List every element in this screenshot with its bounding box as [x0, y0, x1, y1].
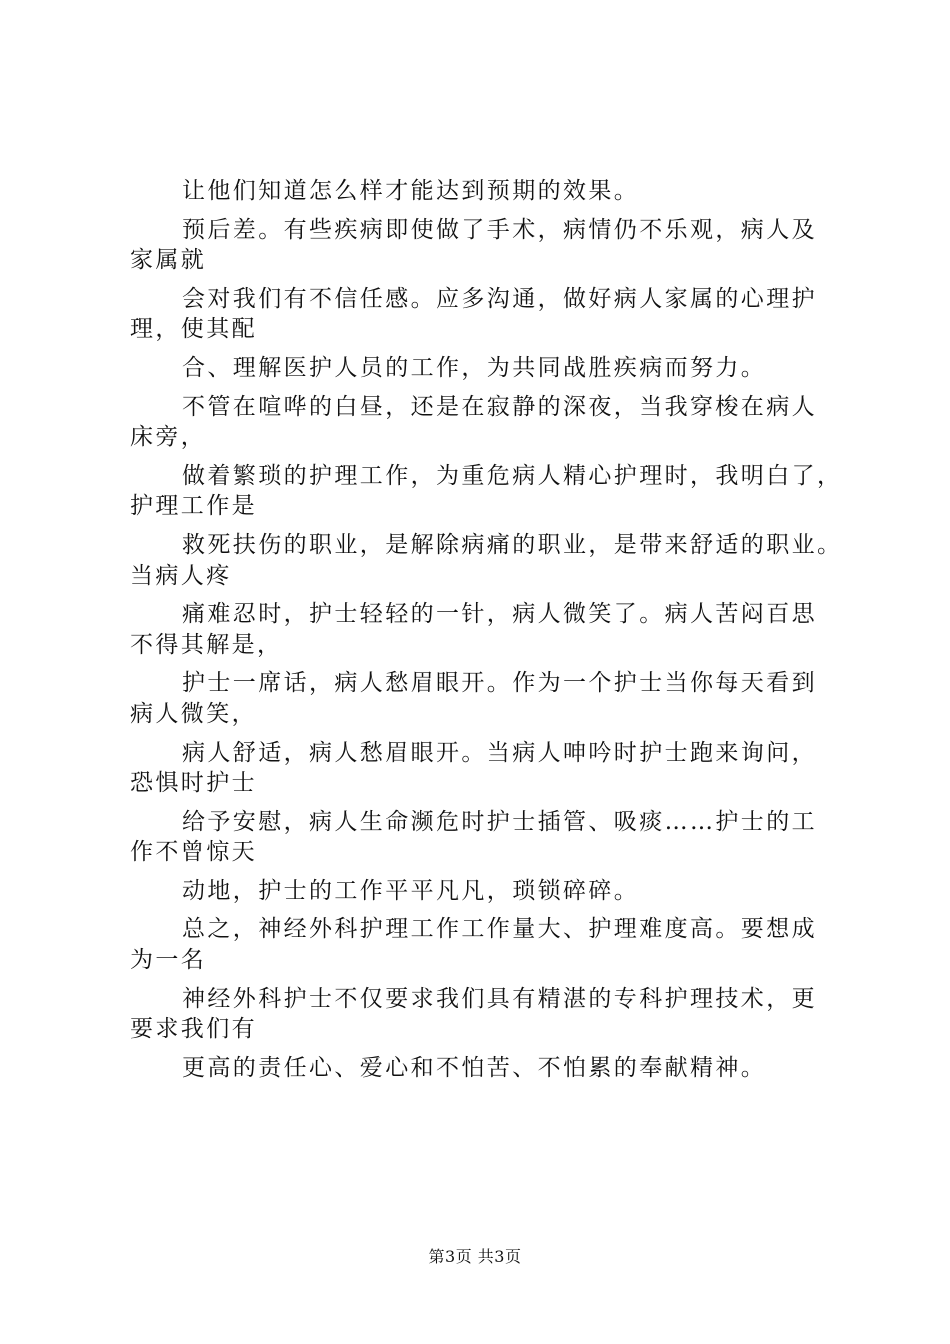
text-line: 总之，神经外科护理工作工作量大、护理难度高。要想成: [182, 916, 817, 943]
document-body: [130, 172, 850, 1087]
text-line: 更高的责任心、爱心和不怕苦、不怕累的奉献精神。: [182, 1054, 767, 1081]
text-line: 让他们知道怎么样才能达到预期的效果。: [182, 178, 640, 204]
text-line: 理，使其配: [130, 316, 257, 343]
text-line: 护理工作是: [130, 493, 257, 520]
text-line: 为一名: [130, 947, 207, 974]
text-line: 痛难忍时，护士轻轻的一针，病人微笑了。病人苦闷百思: [182, 601, 817, 628]
text-line: 当病人疼: [130, 562, 232, 589]
text-line: 不得其解是，: [130, 631, 283, 658]
text-line: 合、理解医护人员的工作，为共同战胜疾病而努力。: [182, 354, 767, 381]
text-line: 病人舒适，病人愁眉眼开。当病人呻吟时护士跑来询问，: [182, 739, 817, 766]
text-line: 家属就: [130, 247, 207, 274]
text-line: 会对我们有不信任感。应多沟通，做好病人家属的心理护: [182, 285, 817, 312]
text-line: 病人微笑，: [130, 700, 257, 727]
page-footer: 第3页 共3页: [428, 1247, 522, 1266]
text-line: 作不曾惊天: [130, 839, 257, 866]
text-line: 床旁，: [130, 424, 207, 451]
text-line: 动地，护士的工作平平凡凡，琐锁碎碎。: [182, 877, 640, 904]
text-line: 给予安慰，病人生命濒危时护士插管、吸痰……护士的工: [182, 808, 817, 835]
text-line: 预后差。有些疾病即使做了手术，病情仍不乐观，病人及: [182, 216, 817, 243]
text-line: 恐惧时护士: [130, 770, 257, 797]
text-line: 救死扶伤的职业，是解除病痛的职业，是带来舒适的职业。: [182, 531, 843, 558]
text-line: 护士一席话，病人愁眉眼开。作为一个护士当你每天看到: [182, 670, 817, 697]
text-line: 神经外科护士不仅要求我们具有精湛的专科护理技术，更: [182, 985, 817, 1012]
text-line: 做着繁琐的护理工作，为重危病人精心护理时，我明白了，: [182, 462, 843, 489]
text-line: 要求我们有: [130, 1016, 257, 1043]
text-line: 不管在喧哗的白昼，还是在寂静的深夜，当我穿梭在病人: [182, 393, 817, 420]
